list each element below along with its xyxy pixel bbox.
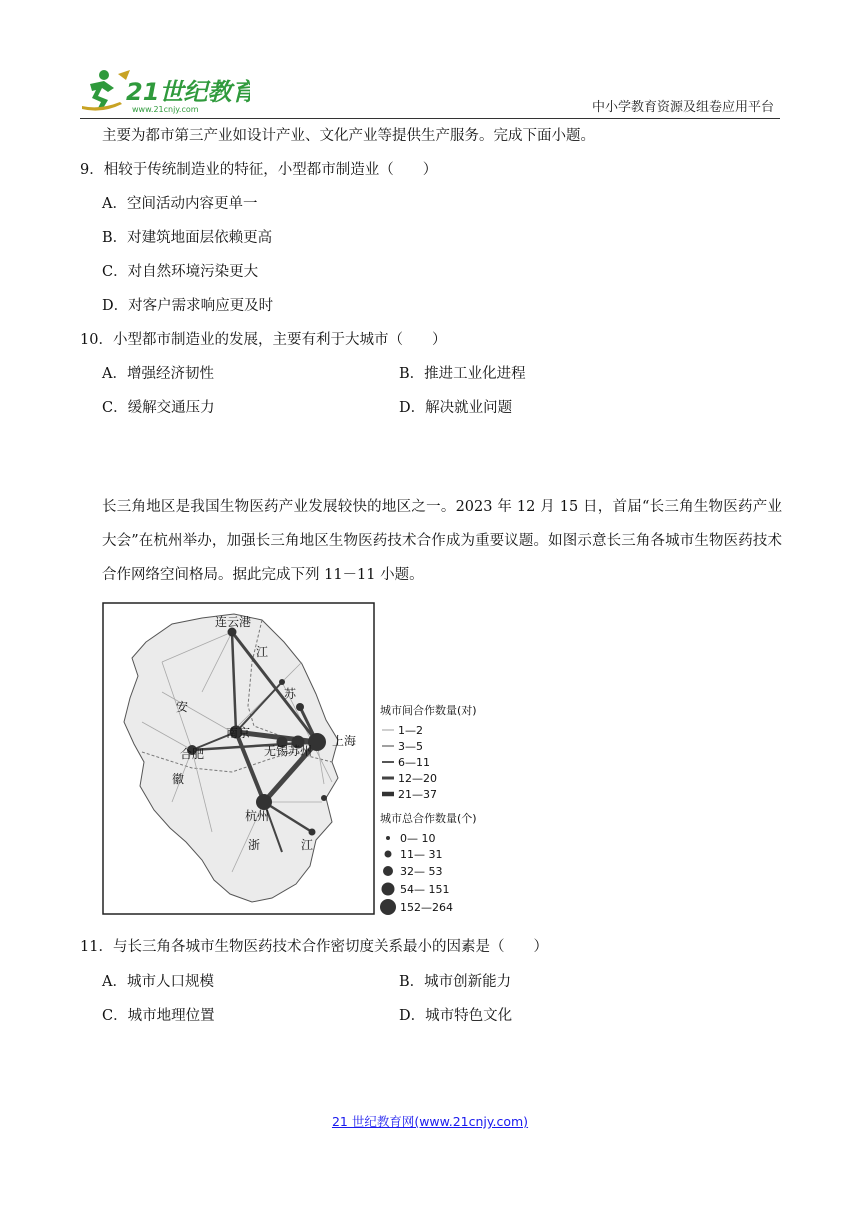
city-label-nanjing: 南京 [225,726,251,740]
legend-links-title: 城市间合作数量(对) [380,704,477,717]
node-ningbo [309,829,316,836]
legend-link-item: 1—2 [398,724,423,737]
logo-main-text: 21世纪教育 [126,78,250,106]
question-11-option-b[interactable]: B．城市创新能力 [399,974,512,990]
province-char-jiang-1: 江 [255,645,269,659]
cooperation-network-map [102,602,502,918]
legend-node-item: 32— 53 [400,865,443,878]
legend-link-item: 6—11 [398,756,430,769]
legend-node-item: 54— 151 [400,883,450,896]
province-char-zhe: 浙 [247,838,261,852]
site-logo [80,66,250,116]
question-9-option-c[interactable]: C．对自然环境污染更大 [102,264,259,280]
question-10-option-a[interactable]: A．增强经济韧性 [102,366,214,382]
legend-nodes-title: 城市总合作数量(个) [380,812,477,825]
question-10-stem: 10．小型都市制造业的发展，主要有利于大城市（ ） [80,332,447,348]
legend-link-item: 12—20 [398,772,437,785]
question-11-option-c[interactable]: C．城市地理位置 [102,1008,215,1024]
question-9-option-a[interactable]: A．空间活动内容更单一 [102,196,258,212]
city-label-shanghai: 上海 [331,734,357,748]
passage-text: 长三角地区是我国生物医药产业发展较快的地区之一。2023 年 12 月 15 日，首届“长三角生物医药产业大会”在杭州举办，加强长三角地区生物医药技术合作成为重要议题。如图示意长三角各城市生物医药技术合作网络空间格局。据此完成下列 11－11 小题。 [102,499,782,583]
header-divider [80,118,780,119]
legend-links [380,703,477,801]
legend-nodes [380,811,477,915]
question-10-option-d[interactable]: D．解决就业问题 [399,400,513,416]
node-shaoxing [321,795,327,801]
city-label-wuxi-suzhou: 无锡苏州 [263,744,313,758]
logo-sub-text: www.21cnjy.com [132,105,199,114]
legend-link-item: 3—5 [398,740,423,753]
intro-line: 主要为都市第三产业如设计产业、文化产业等提供生产服务。完成下面小题。 [102,128,595,144]
footer-link[interactable]: 21 世纪教育网(www.21cnjy.com) [331,1114,529,1129]
question-10-option-c[interactable]: C．缓解交通压力 [102,400,215,416]
legend-node-item: 11— 31 [400,848,443,861]
node-hangzhou [256,794,272,810]
platform-name: 中小学教育资源及组卷应用平台 [591,100,774,115]
legend-node-item: 0— 10 [400,832,436,845]
runner-icon [82,70,130,111]
question-11-option-a[interactable]: A．城市人口规模 [102,974,214,990]
legend-node-item: 152—264 [400,901,453,914]
province-char-an: 安 [175,700,189,714]
node-nantong [296,703,304,711]
city-label-hefei: 合肥 [179,747,205,761]
node-yancheng [279,679,285,685]
province-char-hui: 徽 [171,772,185,786]
province-char-jiang-2: 江 [300,838,314,852]
question-9-option-d[interactable]: D．对客户需求响应更及时 [102,298,274,314]
province-char-su: 苏 [283,687,297,701]
city-label-hangzhou: 杭州 [244,809,270,823]
city-label-lianyungang: 连云港 [214,615,252,629]
legend-link-item: 21—37 [398,788,437,801]
question-9-stem: 9．相较于传统制造业的特征，小型都市制造业（ ） [80,162,438,178]
question-11-option-d[interactable]: D．城市特色文化 [399,1008,513,1024]
question-9-option-b[interactable]: B．对建筑地面层依赖更高 [102,230,273,246]
question-10-option-b[interactable]: B．推进工业化进程 [399,366,526,382]
question-11-stem: 11．与长三角各城市生物医药技术合作密切度关系最小的因素是（ ） [80,939,548,955]
